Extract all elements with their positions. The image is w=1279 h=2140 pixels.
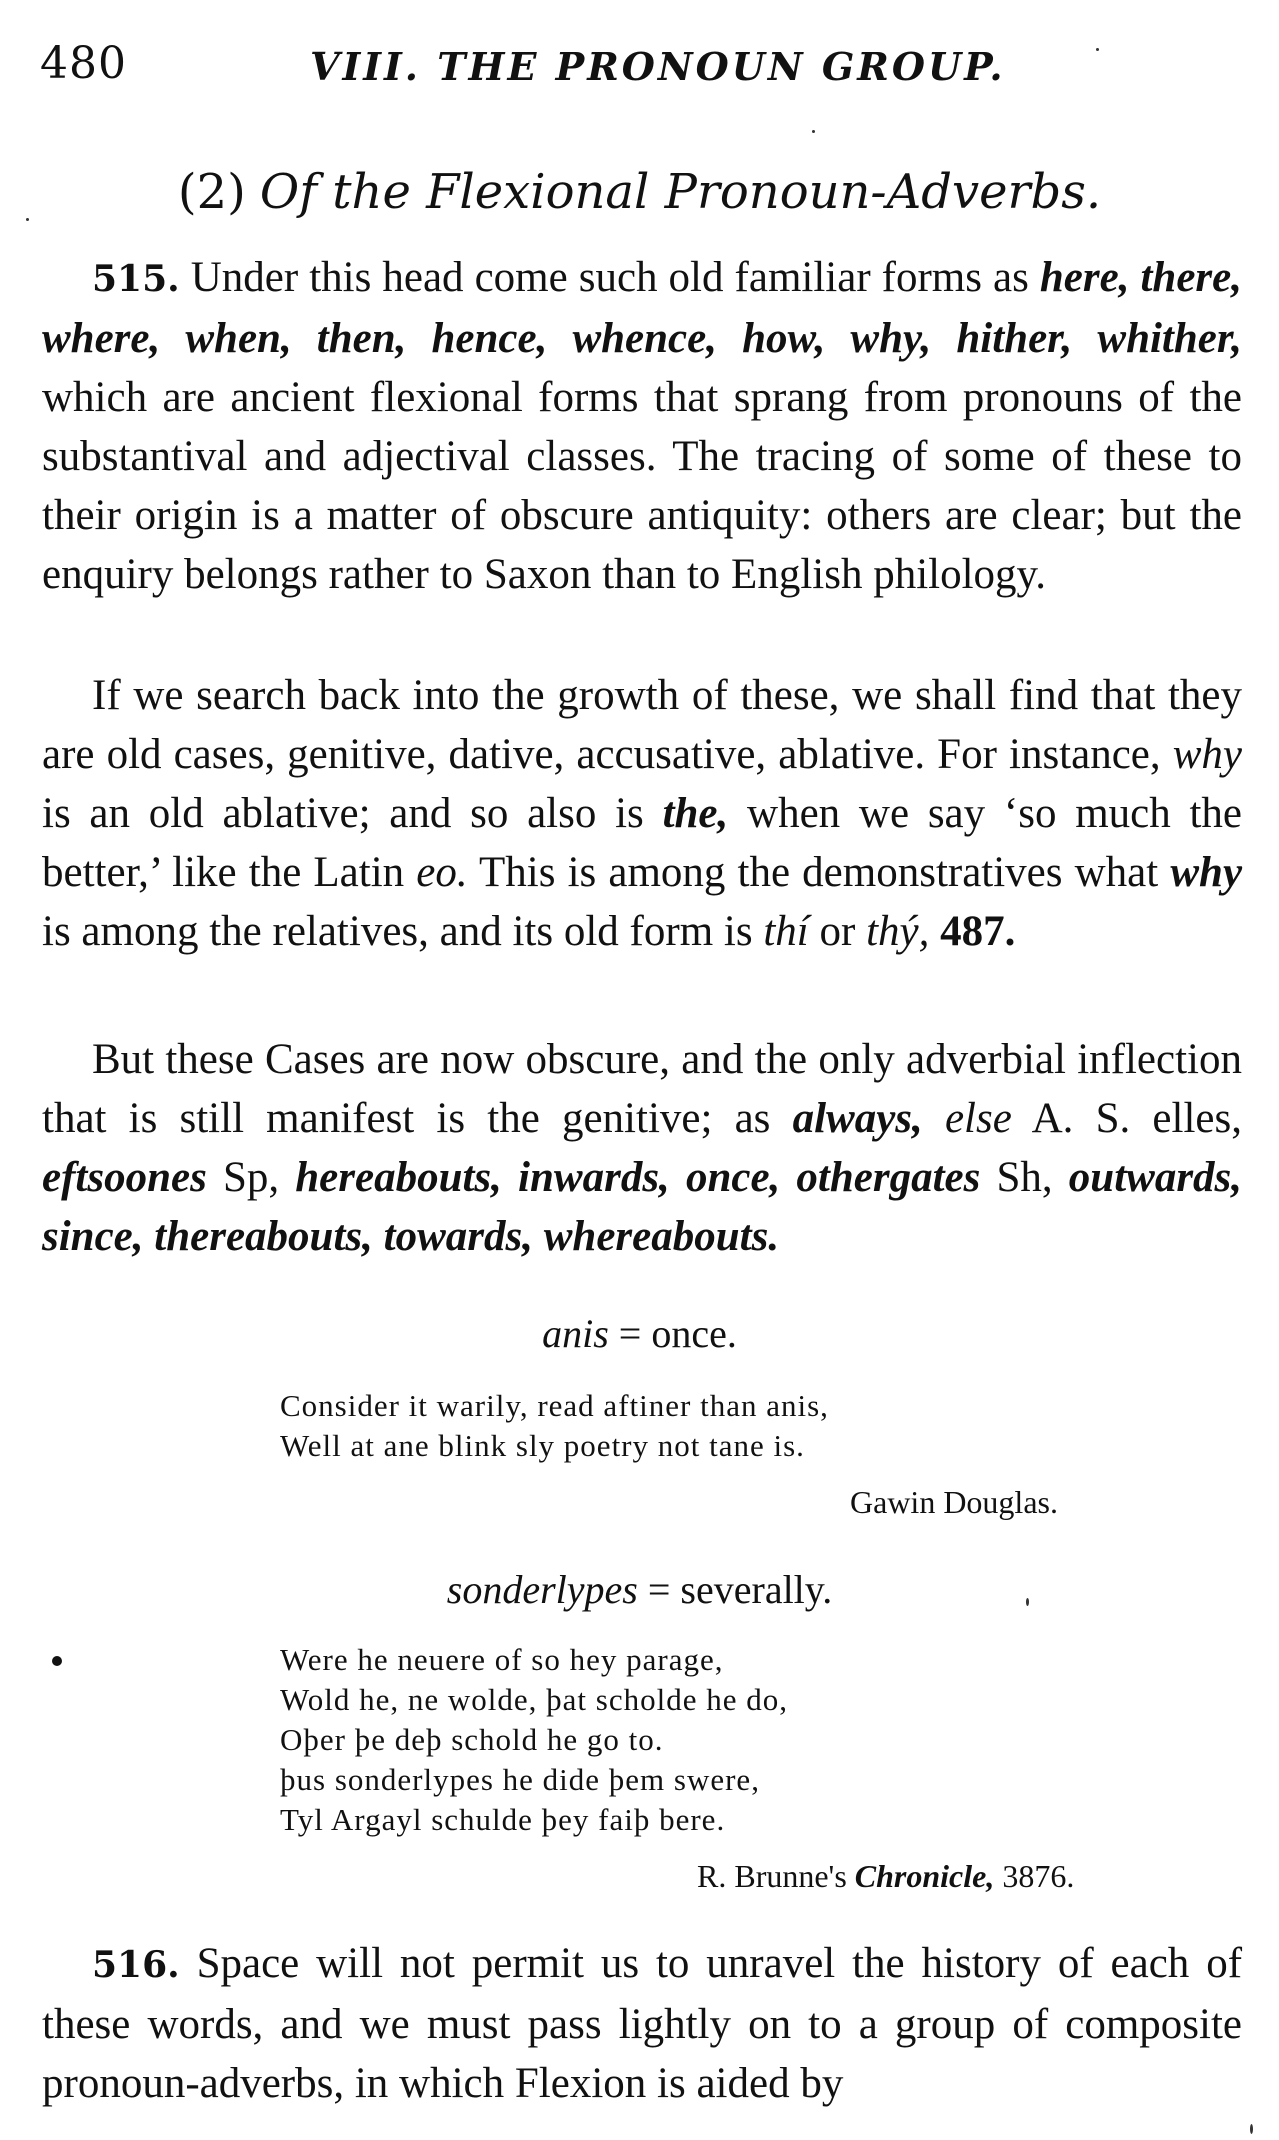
- paragraph-515: [42, 248, 1242, 604]
- print-speck: [812, 130, 815, 133]
- example-word: eo.: [416, 849, 468, 896]
- example-word: always,: [792, 1095, 923, 1142]
- paragraph-text: is an old ablative; and so also is: [42, 790, 644, 837]
- example-word: why: [1172, 731, 1242, 778]
- margin-mark: [52, 1656, 62, 1666]
- verse-quotation: [280, 1640, 788, 1840]
- paragraph-genitive: [42, 1030, 1242, 1266]
- quote-attribution: [697, 1858, 1074, 1895]
- source-abbrev: Sh,: [996, 1154, 1053, 1201]
- verse-line: Well at ane blink sly poetry not tane is.: [280, 1428, 805, 1463]
- paragraph-516: [42, 1934, 1242, 2113]
- adverb-list: here, there, where, when, then, hence, whence, how, why, hither, whither,: [42, 254, 1242, 362]
- example-word: why: [1170, 849, 1243, 896]
- example-word: hereabouts,: [295, 1154, 502, 1201]
- print-speck: [1250, 2124, 1253, 2134]
- paragraph-cases: [42, 666, 1242, 961]
- verse-line: Oþer þe deþ schold he go to.: [280, 1722, 664, 1757]
- example-word: thí: [763, 908, 809, 955]
- print-speck: [1096, 48, 1099, 51]
- paragraph-text: But these Cases are now obscure, and the only adverbial inflection that is still manifest is the genitive; as: [42, 1036, 1242, 1142]
- verse-line: Were he neuere of so hey parage,: [280, 1642, 724, 1677]
- quoted-word: anis: [542, 1311, 609, 1356]
- paragraph-text: Space will not permit us to unravel the history of each of these words, and we must pass lightly on to a group of composite pronoun-adverbs, in which Flexion is aided by: [42, 1940, 1243, 2107]
- example-word: else: [944, 1095, 1012, 1142]
- example-word: thý,: [866, 908, 930, 955]
- example-word: eftsoones: [42, 1154, 207, 1201]
- paragraph-number: 515.: [92, 258, 180, 300]
- paragraph-text: or: [819, 908, 856, 955]
- quoted-word: sonderlypes: [446, 1567, 638, 1612]
- quote-heading: [0, 1310, 1279, 1357]
- section-number: (2): [177, 164, 246, 220]
- example-word: othergates: [796, 1154, 981, 1201]
- quote-gloss: = severally.: [647, 1567, 833, 1612]
- section-title: Of the Flexional Pronoun-Adverbs.: [259, 164, 1102, 220]
- example-word: the,: [662, 790, 729, 837]
- cross-reference: 487.: [940, 908, 1016, 955]
- source-abbrev: Sp,: [222, 1154, 280, 1201]
- paragraph-text: Under this head come such old familiar forms as: [190, 254, 1029, 301]
- example-words: outwards, since, thereabouts, towards, whereabouts.: [42, 1154, 1243, 1260]
- print-speck: [26, 218, 29, 221]
- verse-line: þus sonderlypes he dide þem swere,: [280, 1762, 760, 1797]
- paragraph-text: is among the relatives, and its old form is: [42, 908, 753, 955]
- verse-quotation: [280, 1386, 829, 1466]
- quote-heading: [0, 1566, 1279, 1613]
- verse-line: Consider it warily, read aftiner than anis,: [280, 1388, 829, 1423]
- verse-line: Tyl Argayl schulde þey faiþ bere.: [280, 1802, 726, 1837]
- paragraph-text: which are ancient flexional forms that sprang from pronouns of the substantival and adjectival classes. The tracing of some of these to their origin is a matter of obscure antiquity: others are clear; but the enquiry belongs rather to Saxon than to English philology.: [42, 374, 1242, 598]
- attribution-line-number: 3876.: [1002, 1858, 1075, 1894]
- attribution-author: R. Brunne's: [697, 1858, 847, 1894]
- quote-attribution: Gawin Douglas.: [850, 1484, 1058, 1520]
- verse-line: Wold he, ne wolde, þat scholde he do,: [280, 1682, 788, 1717]
- paragraph-number: 516.: [92, 1944, 180, 1986]
- paragraph-text: when we say ‘so much the better,’ like the Latin: [42, 790, 1243, 896]
- paragraph-text: A. S. elles,: [1031, 1095, 1242, 1142]
- section-heading: [0, 164, 1279, 220]
- attribution-title: Chronicle,: [854, 1858, 995, 1894]
- example-word: once,: [685, 1154, 781, 1201]
- quote-gloss: = once.: [618, 1311, 737, 1356]
- paragraph-text: If we search back into the growth of these, we shall find that they are old cases, genitive, dative, accusative, ablative. For instance,: [42, 672, 1242, 778]
- page-number: 480: [40, 38, 127, 89]
- print-speck: [1026, 1598, 1029, 1606]
- example-word: inwards,: [518, 1154, 670, 1201]
- paragraph-text: This is among the demonstratives what: [479, 849, 1159, 896]
- running-head: VIII. THE PRONOUN GROUP.: [310, 44, 1006, 89]
